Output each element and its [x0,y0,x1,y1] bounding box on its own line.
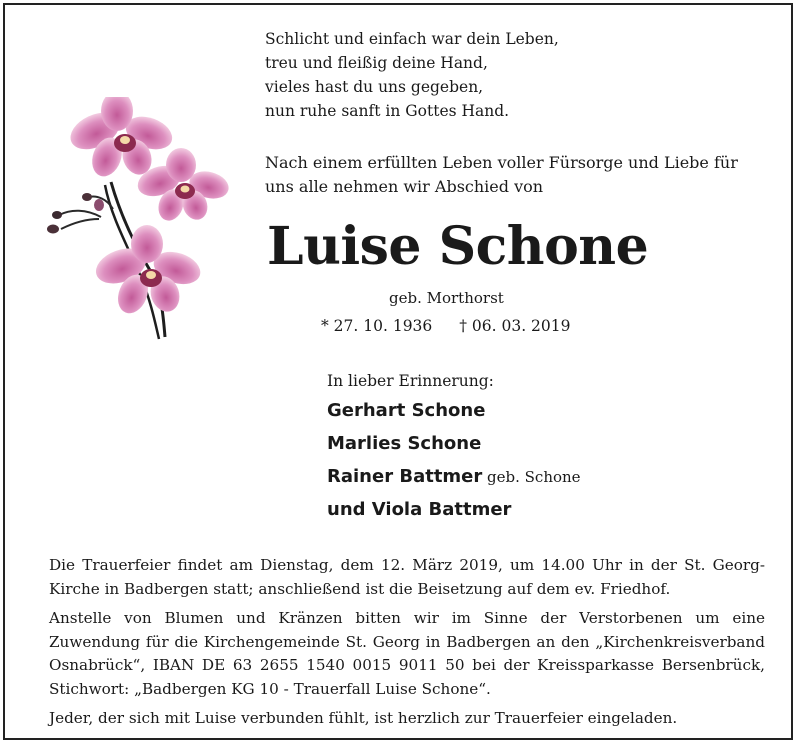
donation-paragraph: Anstelle von Blumen und Kränzen bitten wir im Sinne der Verstorbenen um eine Zuwendung für die Kirchengemeinde St. Georg in Badbergen an den „Kirchenkreisverband Osnabrück“, IBAN DE 63 2655 1540 0015 9011 50 bei der Kreissparkasse Bersenbrück, Stichwort: „Badbergen KG 10 - Trauerfall Luise Schone“. [49,609,765,698]
funeral-details [49,554,765,737]
poem-line: vieles hast du uns gegeben, [265,78,484,96]
mourner-name: Gerhart Schone [327,400,486,421]
mourner [327,464,581,497]
mourner [327,497,581,530]
poem-line: nun ruhe sanft in Gottes Hand. [265,102,510,120]
mourner-name: Marlies Schone [327,433,482,454]
obituary-card [3,3,793,740]
intro-line: uns alle nehmen wir Abschied von [265,177,544,196]
mourner-list [327,398,581,530]
mourner-name: Rainer Battmer [327,466,483,487]
poem [265,27,559,123]
deceased-name: Luise Schone [267,216,649,277]
mourner [327,398,581,431]
poem-line: treu und fleißig deine Hand, [265,54,488,72]
poem-line: Schlicht und einfach war dein Leben, [265,30,559,48]
mourner-name: und Viola Battmer [327,499,512,520]
funeral-info-paragraph: Die Trauerfeier findet am Dienstag, dem 12. März 2019, um 14.00 Uhr in der St. Georg-Kirche in Badbergen statt; anschließend ist die Beisetzung auf dem ev. Friedhof. [49,556,765,598]
birth-date: * 27. 10. 1936 [321,317,433,335]
life-dates [321,316,571,336]
memory-label: In lieber Erinnerung: [327,372,494,390]
intro-line: Nach einem erfüllten Leben voller Fürsorge und Liebe für [265,153,738,172]
orchid-icon [41,97,231,342]
invitation-paragraph: Jeder, der sich mit Luise verbunden fühlt, ist herzlich zur Trauerfeier eingeladen. [49,709,678,727]
mourner-suffix: geb. Schone [482,468,581,486]
mourner [327,431,581,464]
intro-text [265,151,775,199]
maiden-name: geb. Morthorst [389,289,504,307]
death-date: † 06. 03. 2019 [459,317,571,335]
